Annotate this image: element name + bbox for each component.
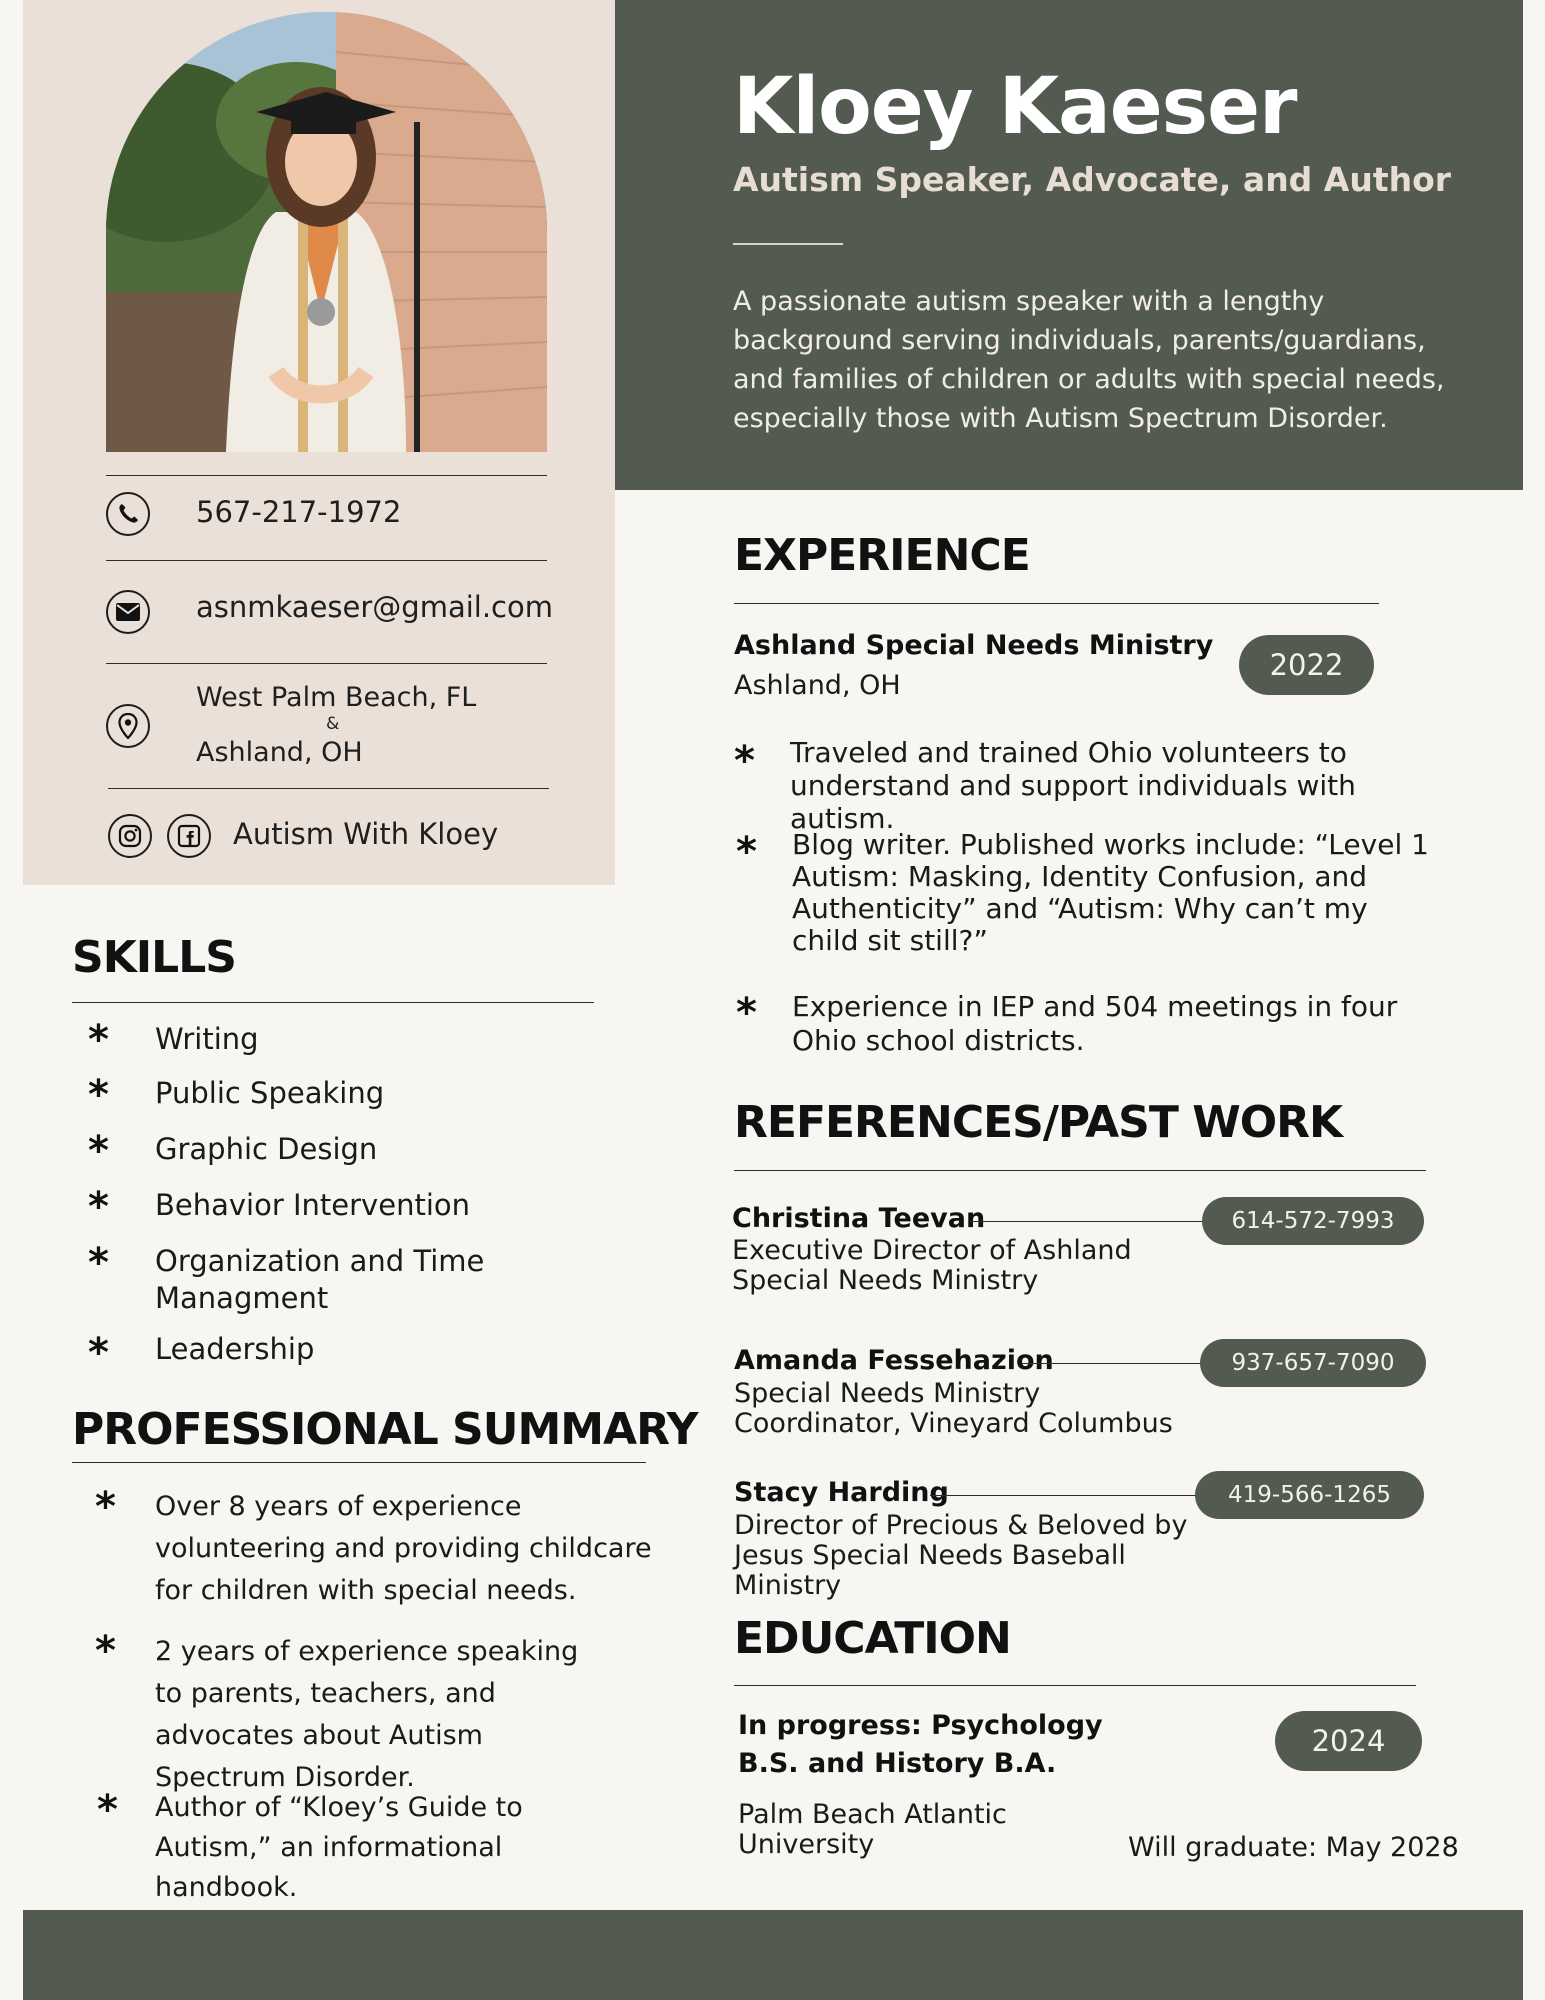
summary-divider [72,1462,646,1463]
reference-phone[interactable]: 937-657-7090 [1200,1339,1426,1387]
bullet-star-icon: * [88,1128,109,1174]
skill-item: Graphic Design [155,1132,378,1166]
header-divider [733,243,843,245]
summary-item: Author of “Kloey’s Guide to Autism,” an informational handbook. [155,1792,523,1903]
experience-bullet: Experience in IEP and 504 meetings in four Ohio school districts. [792,990,1398,1057]
intro-paragraph: A passionate autism speaker with a lengthy background serving individuals, parents/guardians, and families of children or adults with special needs, especially those with Autism Spectrum Disorder. [733,286,1445,434]
skill-item: Public Speaking [155,1076,385,1110]
profile-photo [106,12,547,452]
bullet-star-icon: * [88,1017,109,1063]
education-year-badge: 2024 [1275,1711,1422,1771]
skills-divider [72,1002,594,1003]
experience-org: Ashland Special Needs Ministry [734,630,1214,661]
education-title: EDUCATION [734,1613,1011,1664]
divider [106,475,547,476]
reference-role: Director of Precious & Beloved by Jesus Special Needs Baseball Ministry [734,1510,1188,1601]
bullet-star-icon: * [734,738,755,784]
bullet-star-icon: * [97,1787,118,1833]
reference-role: Special Needs Ministry Coordinator, Vineyard Columbus [734,1378,1173,1439]
location-pin-icon [106,704,150,748]
bullet-star-icon: * [88,1072,109,1118]
reference-name: Amanda Fessehazion [734,1345,1054,1376]
location-line-1: West Palm Beach, FL [196,682,477,713]
facebook-icon[interactable] [167,814,211,858]
envelope-icon [106,590,150,634]
skill-item: Organization and Time Managment [155,1244,485,1315]
divider [106,663,547,664]
reference-connector [930,1495,1196,1496]
divider [106,560,547,561]
phone-number[interactable]: 567-217-1972 [196,495,402,529]
bullet-star-icon: * [88,1240,109,1286]
education-graduation: Will graduate: May 2028 [1128,1832,1459,1863]
education-divider [734,1685,1416,1686]
bullet-star-icon: * [95,1628,116,1674]
experience-title: EXPERIENCE [734,530,1030,581]
bullet-star-icon: * [88,1184,109,1230]
reference-role: Executive Director of Ashland Special Needs Ministry [732,1235,1132,1296]
bullet-star-icon: * [736,990,757,1036]
skill-item: Behavior Intervention [155,1188,470,1222]
instagram-icon[interactable] [108,814,152,858]
skills-title: SKILLS [72,932,236,983]
experience-bullet: Blog writer. Published works include: “Level 1 Autism: Masking, Identity Confusion, and Authenticity” and “Autism: Why can’t my child sit still?” [792,828,1429,957]
bullet-star-icon: * [736,829,757,875]
education-school: Palm Beach Atlantic University [738,1799,1007,1860]
experience-divider [734,603,1379,604]
person-name: Kloey Kaeser [733,62,1297,152]
divider [108,788,549,789]
education-degree: In progress: Psychology B.S. and History B.A. [738,1710,1103,1779]
tagline: Autism Speaker, Advocate, and Author [733,160,1452,199]
summary-item: 2 years of experience speaking to parents, teachers, and advocates about Autism Spectrum Disorder. [155,1636,579,1793]
experience-year-badge: 2022 [1239,635,1374,695]
location-ampersand: & [326,714,340,734]
bullet-star-icon: * [88,1330,109,1376]
bullet-star-icon: * [95,1484,116,1530]
phone-icon [106,492,150,536]
experience-location: Ashland, OH [734,670,901,701]
reference-name: Christina Teevan [732,1203,986,1234]
social-handle[interactable]: Autism With Kloey [233,817,499,851]
email-address[interactable]: asnmkaeser@gmail.com [196,590,553,624]
reference-phone[interactable]: 614-572-7993 [1202,1197,1424,1245]
footer-band [23,1910,1523,2000]
summary-title: PROFESSIONAL SUMMARY [72,1404,698,1455]
references-title: REFERENCES/PAST WORK [734,1097,1343,1148]
reference-phone[interactable]: 419-566-1265 [1195,1471,1424,1519]
references-divider [734,1170,1426,1171]
location-line-2: Ashland, OH [196,737,363,768]
skill-item: Leadership [155,1332,315,1366]
skill-item: Writing [155,1022,259,1056]
experience-bullet: Traveled and trained Ohio volunteers to understand and support individuals with autism. [790,736,1356,835]
reference-name: Stacy Harding [734,1477,949,1508]
summary-item: Over 8 years of experience volunteering and providing childcare for children with special needs. [155,1491,652,1606]
reference-connector [970,1221,1202,1222]
reference-connector [1022,1363,1202,1364]
